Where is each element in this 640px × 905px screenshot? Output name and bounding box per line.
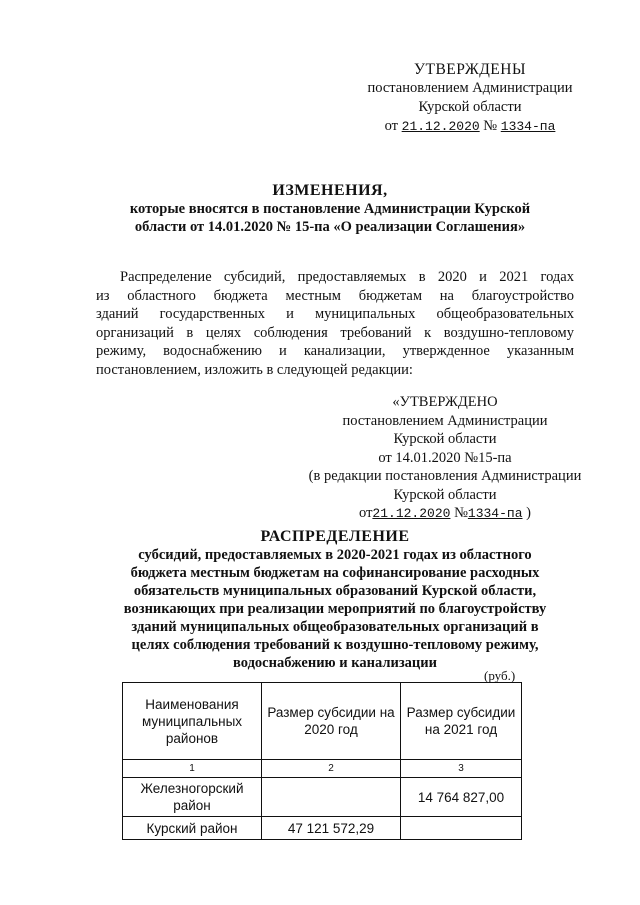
distribution-line: целях соблюдения требований к воздушно-тепловому режиму, (131, 637, 539, 653)
approval2-stamp (300, 393, 590, 524)
unit-label: (руб.) (484, 668, 516, 683)
header-cell: Наименования муниципальных районов (123, 683, 262, 760)
intro-line: постановлением, изложить в следующей редакции: (96, 361, 413, 378)
distribution-heading (96, 528, 574, 672)
intro-line: Распределение субсидий, предоставляемых в 2020 и 2021 годах (120, 269, 574, 285)
approval2-number-sign: № (454, 505, 468, 521)
distribution-line: зданий муниципальных общеобразовательных организаций в (131, 619, 539, 635)
intro-line: зданий государственных и муниципальных общеобразовательных (96, 306, 574, 322)
approval2-date: 21.12.2020 (372, 506, 451, 521)
table-cell (401, 817, 522, 840)
approval2-line-2: Курской области (393, 431, 497, 447)
approval-line-1: постановлением Администрации (367, 80, 573, 96)
approval2-line-1: постановлением Администрации (342, 412, 548, 429)
index-cell: 3 (401, 760, 522, 778)
distribution-line: обязательств муниципальных образований Курской области, (133, 583, 537, 599)
approval2-close: ) (526, 505, 531, 521)
approval2-line-3: от 14.01.2020 №15-па (378, 449, 512, 466)
distribution-line: водоснабжению и канализации (233, 655, 437, 671)
distribution-line: субсидий, предоставляемых в 2020-2021 годах из областного (138, 547, 532, 563)
approval-date: 21.12.2020 (401, 119, 480, 134)
table-row (123, 778, 522, 817)
intro-line: режиму, водоснабжению и канализации, утвержденное указанным (96, 343, 574, 359)
changes-line-2: области от 14.01.2020 № 15-па «О реализации Соглашения» (134, 219, 526, 235)
header-cell: Размер субсидии на 2021 год (401, 683, 522, 760)
changes-title: ИЗМЕНЕНИЯ, (272, 182, 388, 199)
intro-line: организаций в целях соблюдения требований к воздушно-тепловому (96, 324, 574, 341)
changes-heading (60, 182, 600, 236)
approval2-title: «УТВЕРЖДЕНО (392, 394, 498, 410)
intro-line: из областного бюджета местным бюджетам на благоустройство (96, 287, 574, 304)
approval2-number: 1334-па (467, 506, 523, 521)
approval-stamp (340, 60, 600, 136)
approval-date-line (340, 117, 600, 136)
table-index-row (123, 760, 522, 778)
index-cell: 1 (123, 760, 262, 778)
table-cell: Курский район (123, 817, 262, 840)
approval2-date-line (300, 504, 590, 524)
approval-number-sign: № (483, 118, 498, 134)
approval2-from-label: от (359, 505, 373, 521)
distribution-line: бюджета местным бюджетам на софинансирование расходных (130, 565, 540, 581)
approval-from-label: от (384, 118, 399, 134)
header-cell: Размер субсидии на 2020 год (262, 683, 401, 760)
subsidy-table (122, 682, 522, 840)
table-header-row (123, 683, 522, 760)
approval-line-2: Курской области (418, 99, 522, 115)
distribution-line: возникающих при реализации мероприятий по благоустройству (123, 601, 547, 617)
distribution-title: РАСПРЕДЕЛЕНИЕ (260, 528, 410, 545)
table-cell (262, 778, 401, 817)
intro-paragraph (96, 268, 574, 379)
table-cell: Железногорский район (123, 778, 262, 817)
approval-title: УТВЕРЖДЕНЫ (414, 61, 526, 78)
approval-number: 1334-па (500, 119, 556, 134)
table-row (123, 817, 522, 840)
table-cell: 14 764 827,00 (401, 778, 522, 817)
approval2-line-5: Курской области (393, 486, 497, 503)
changes-line-1: которые вносятся в постановление Администрации Курской (129, 201, 531, 217)
table-cell: 47 121 572,29 (262, 817, 401, 840)
index-cell: 2 (262, 760, 401, 778)
approval2-line-4: (в редакции постановления Администрации (308, 468, 582, 484)
